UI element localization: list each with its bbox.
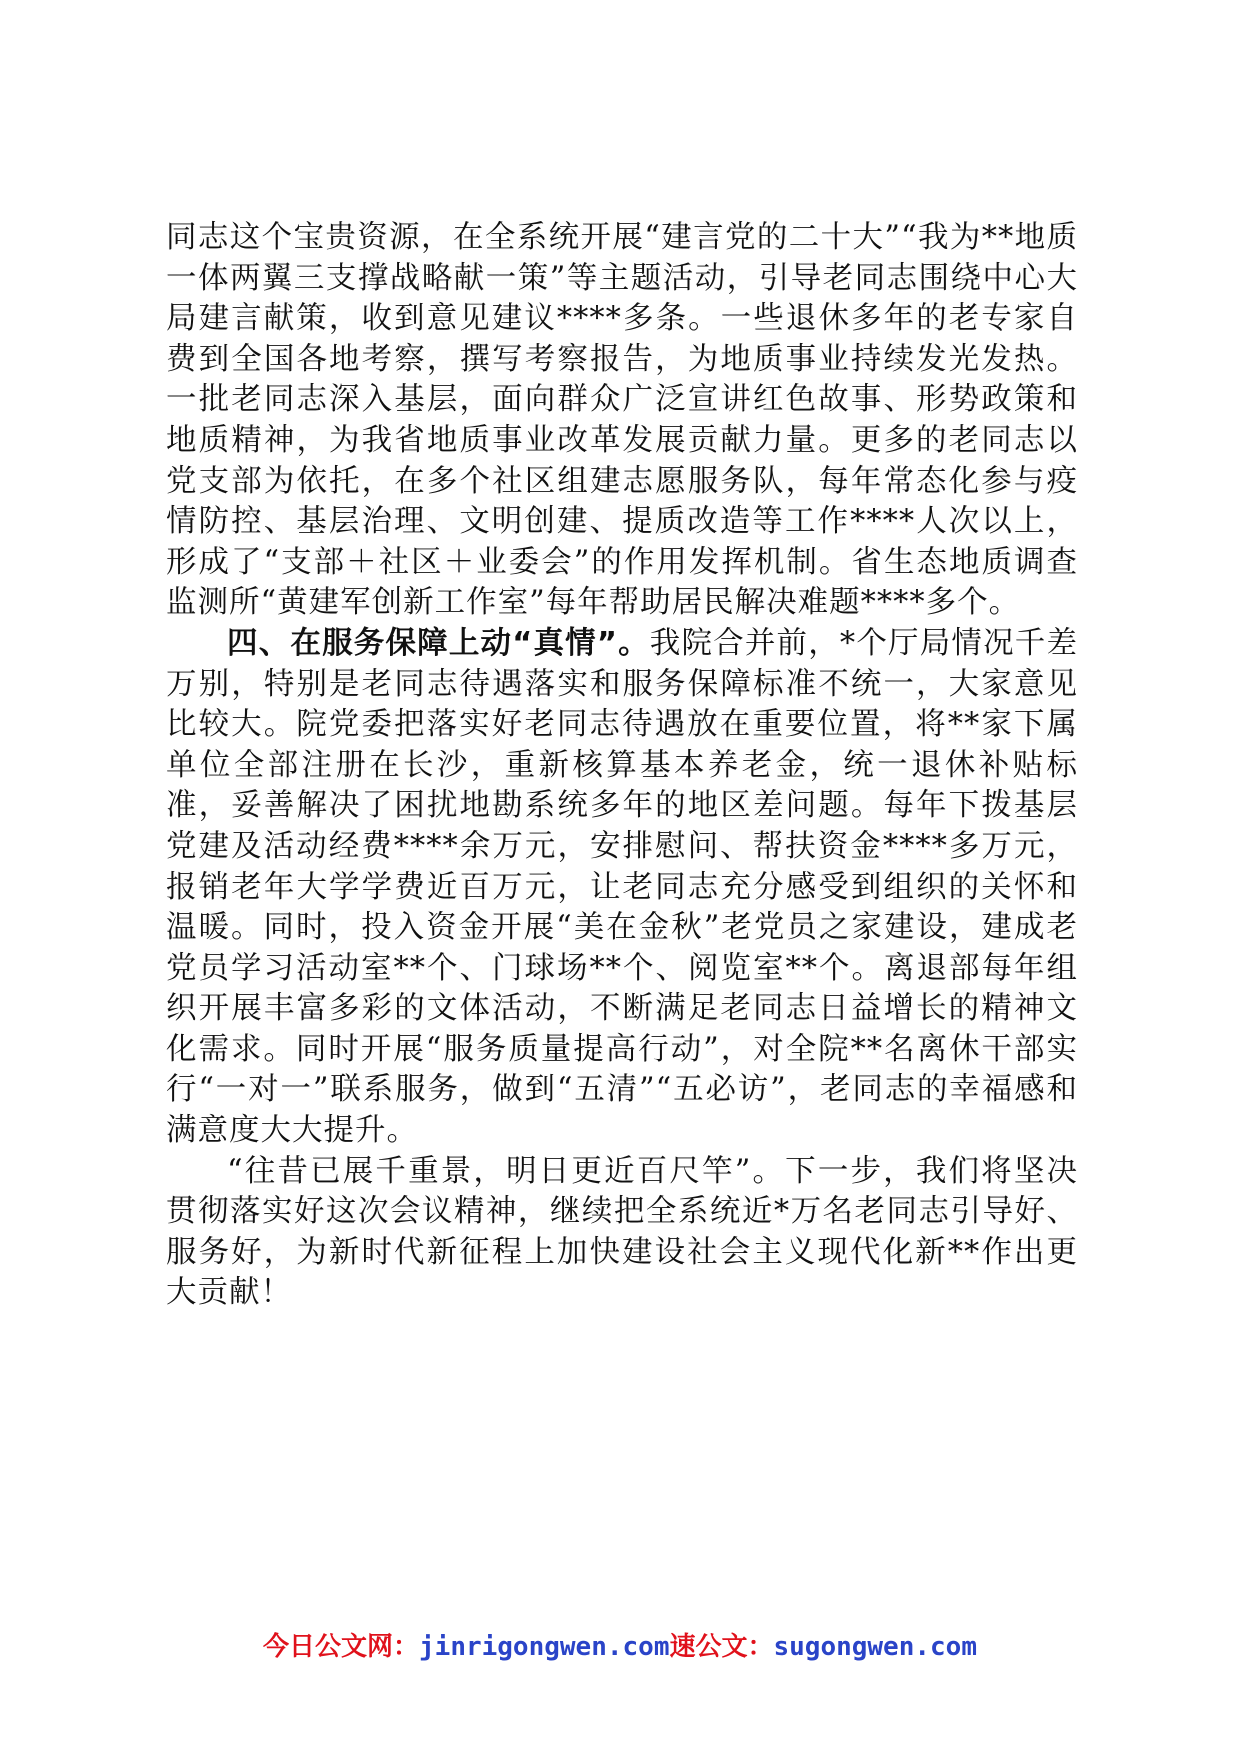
footer-site-label-1: 今日公文网： — [263, 1632, 420, 1662]
document-body — [166, 218, 1078, 1314]
footer-site-label-2: 速公文： — [669, 1632, 774, 1662]
closing-paragraph: “往昔已展千重景，明日更近百尺竿”。下一步，我们将坚决贯彻落实好这次会议精神，继续把全系统近*万名老同志引导好、服务好，为新时代新征程上加快建设社会主义现代化新**作出更大贡献！ — [166, 1153, 1078, 1311]
footer-site-link-2[interactable]: sugongwen.com — [773, 1632, 977, 1662]
section-4-heading: 四、在服务保障上动“真情”。 — [227, 625, 650, 661]
paragraph-section-4 — [166, 624, 1078, 1152]
paragraph-continuation: 同志这个宝贵资源，在全系统开展“建言党的二十大”“我为**地质一体两翼三支撑战略献一策”等主题活动，引导老同志围绕中心大局建言献策，收到意见建议****多条。一些退休多年的老专家自费到全国各地考察，撰写考察报告，为地质事业持续发光发热。一批老同志深入基层，面向群众广泛宣讲红色故事、形势政策和地质精神，为我省地质事业改革发展贡献力量。更多的老同志以党支部为依托，在多个社区组建志愿服务队，每年常态化参与疫情防控、基层治理、文明创建、提质改造等工作****人次以上，形成了“支部＋社区＋业委会”的作用发挥机制。省生态地质调查监测所“黄建军创新工作室”每年帮助居民解决难题****多个。 — [166, 220, 1078, 621]
footer-watermark — [0, 1626, 1240, 1663]
section-4-body: 我院合并前，*个厅局情况千差万别，特别是老同志待遇落实和服务保障标准不统一，大家意见比较大。院党委把落实好老同志待遇放在重要位置，将**家下属单位全部注册在长沙，重新核算基本养老金，统一退休补贴标准，妥善解决了困扰地勘系统多年的地区差问题。每年下拨基层党建及活动经费****余万元，安排慰问、帮扶资金****多万元，报销老年大学学费近百万元，让老同志充分感受到组织的关怀和温暖。同时，投入资金开展“美在金秋”老党员之家建设，建成老党员学习活动室**个、门球场**个、阅览室**个。离退部每年组织开展丰富多彩的文体活动，不断满足老同志日益增长的精神文化需求。同时开展“服务质量提高行动”，对全院**名离休干部实行“一对一”联系服务，做到“五清”“五必访”，老同志的幸福感和满意度大大提升。 — [166, 625, 1078, 1149]
footer-site-link-1[interactable]: jinrigongwen.com — [419, 1632, 670, 1662]
